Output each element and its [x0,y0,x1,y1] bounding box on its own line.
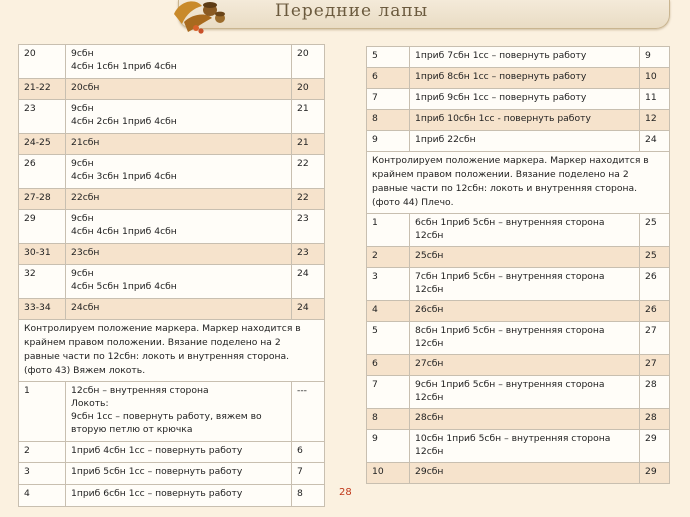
table-row [19,100,325,134]
instruction-cell: 9сбн 4сбн 5сбн 1приб 4сбн [66,265,292,299]
instruction-cell: 9сбн 4сбн 4сбн 1приб 4сбн [66,210,292,244]
stitch-count-cell: 29 [640,463,670,484]
row-number-cell: 6 [367,68,410,89]
page-number: 28 [339,487,352,498]
instruction-cell: 22сбн [66,189,292,210]
table-row [367,68,670,89]
row-number-cell: 30-31 [19,244,66,265]
stitch-count-cell: 20 [292,45,325,79]
instruction-cell: 26сбн [410,301,640,322]
row-number-cell: 33-34 [19,299,66,320]
table-row [19,134,325,155]
table-row [367,131,670,152]
table-row [19,485,325,507]
instruction-cell: 21сбн [66,134,292,155]
page-title: Передние лапы [275,1,429,21]
table-row [367,322,670,355]
table-row [367,430,670,463]
row-number-cell: 1 [19,382,66,442]
instruction-cell: 9сбн 4сбн 3сбн 1приб 4сбн [66,155,292,189]
row-number-cell: 2 [19,442,66,463]
table-row [367,355,670,376]
row-number-cell: 7 [367,376,410,409]
instruction-cell: 9сбн 4сбн 1сбн 1приб 4сбн [66,45,292,79]
stitch-count-cell: 20 [292,79,325,100]
stitch-count-cell: --- [292,382,325,442]
row-number-cell: 10 [367,463,410,484]
row-number-cell: 7 [367,89,410,110]
row-number-cell: 24-25 [19,134,66,155]
instruction-cell: 7сбн 1приб 5сбн – внутренняя сторона 12сбн [410,268,640,301]
stitch-count-cell: 24 [292,299,325,320]
stitch-count-cell: 21 [292,134,325,155]
stitch-count-cell: 26 [640,268,670,301]
row-number-cell: 6 [367,355,410,376]
marker-note: Контролируем положение маркера. Маркер находится в крайнем правом положении. Вязание поделено на 2 равные части по 12сбн: локоть и внутренняя сторона. (фото 44) Плечо. [367,152,670,214]
row-number-cell: 8 [367,409,410,430]
stitch-count-cell: 29 [640,430,670,463]
instruction-cell: 12сбн – внутренняя сторона Локоть: 9сбн 1сс – повернуть работу, вяжем во вторую петлю от крючка [66,382,292,442]
row-number-cell: 4 [19,485,66,507]
stitch-count-cell: 24 [640,131,670,152]
stitch-count-cell: 10 [640,68,670,89]
table-row [367,47,670,68]
table-row [367,409,670,430]
table-row [19,244,325,265]
instruction-cell: 1приб 6сбн 1сс – повернуть работу [66,485,292,507]
instruction-cell: 1приб 22сбн [410,131,640,152]
row-number-cell: 3 [19,463,66,485]
stitch-count-cell: 22 [292,155,325,189]
stitch-count-cell: 7 [292,463,325,485]
note-row [367,152,670,214]
table-row [19,155,325,189]
table-row [19,210,325,244]
row-number-cell: 26 [19,155,66,189]
stitch-count-cell: 8 [292,485,325,507]
stitch-count-cell: 12 [640,110,670,131]
row-number-cell: 2 [367,247,410,268]
row-number-cell: 20 [19,45,66,79]
instruction-cell: 29сбн [410,463,640,484]
stitch-count-cell: 23 [292,210,325,244]
row-number-cell: 8 [367,110,410,131]
note-row [19,320,325,382]
row-number-cell: 29 [19,210,66,244]
instruction-cell: 24сбн [66,299,292,320]
table-row [19,382,325,442]
stitch-count-cell: 25 [640,247,670,268]
marker-note: Контролируем положение маркера. Маркер находится в крайнем правом положении. Вязание поделено на 2 равные части по 12сбн: локоть и внутренняя сторона. (фото 43) Вяжем локоть. [19,320,325,382]
instruction-cell: 1приб 4сбн 1сс – повернуть работу [66,442,292,463]
instruction-cell: 9сбн 4сбн 2сбн 1приб 4сбн [66,100,292,134]
right-pattern-table [366,46,670,484]
row-number-cell: 21-22 [19,79,66,100]
stitch-count-cell: 6 [292,442,325,463]
table-row [367,463,670,484]
table-row [19,45,325,79]
instruction-cell: 1приб 9сбн 1сс – повернуть работу [410,89,640,110]
header-banner [178,0,670,29]
row-number-cell: 32 [19,265,66,299]
instruction-cell: 25сбн [410,247,640,268]
row-number-cell: 1 [367,214,410,247]
table-row [19,79,325,100]
left-pattern-table [18,44,325,507]
instruction-cell: 23сбн [66,244,292,265]
table-row [367,247,670,268]
stitch-count-cell: 26 [640,301,670,322]
table-row [19,265,325,299]
table-row [367,301,670,322]
row-number-cell: 4 [367,301,410,322]
stitch-count-cell: 24 [292,265,325,299]
instruction-cell: 27сбн [410,355,640,376]
instruction-cell: 1приб 10сбн 1сс - повернуть работу [410,110,640,131]
instruction-cell: 8сбн 1приб 5сбн – внутренняя сторона 12сбн [410,322,640,355]
instruction-cell: 20сбн [66,79,292,100]
stitch-count-cell: 9 [640,47,670,68]
table-row [367,110,670,131]
table-row [367,376,670,409]
row-number-cell: 27-28 [19,189,66,210]
row-number-cell: 23 [19,100,66,134]
table-row [367,89,670,110]
instruction-cell: 9сбн 1приб 5сбн – внутренняя сторона 12сбн [410,376,640,409]
instruction-cell: 6сбн 1приб 5сбн – внутренняя сторона 12сбн [410,214,640,247]
row-number-cell: 5 [367,47,410,68]
instruction-cell: 28сбн [410,409,640,430]
table-row [19,463,325,485]
stitch-count-cell: 27 [640,322,670,355]
row-number-cell: 9 [367,131,410,152]
table-row [367,268,670,301]
row-number-cell: 5 [367,322,410,355]
instruction-cell: 1приб 5сбн 1сс – повернуть работу [66,463,292,485]
stitch-count-cell: 25 [640,214,670,247]
instruction-cell: 1приб 7сбн 1сс – повернуть работу [410,47,640,68]
stitch-count-cell: 27 [640,355,670,376]
table-row [19,299,325,320]
stitch-count-cell: 21 [292,100,325,134]
stitch-count-cell: 11 [640,89,670,110]
row-number-cell: 3 [367,268,410,301]
stitch-count-cell: 23 [292,244,325,265]
instruction-cell: 1приб 8сбн 1сс – повернуть работу [410,68,640,89]
table-row [19,189,325,210]
stitch-count-cell: 28 [640,376,670,409]
instruction-cell: 10сбн 1приб 5сбн – внутренняя сторона 12сбн [410,430,640,463]
row-number-cell: 9 [367,430,410,463]
table-row [367,214,670,247]
autumn-leaves-decoration-icon [166,0,236,36]
stitch-count-cell: 22 [292,189,325,210]
table-row [19,442,325,463]
stitch-count-cell: 28 [640,409,670,430]
